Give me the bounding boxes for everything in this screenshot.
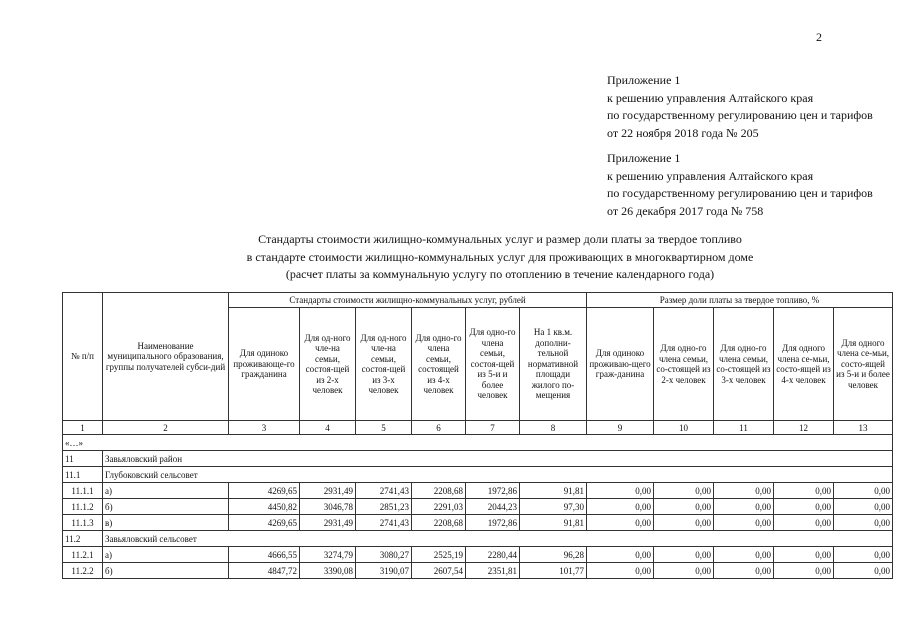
standard-value-cell: 4666,55	[229, 547, 300, 563]
fuel-share-cell: 0,00	[654, 499, 714, 515]
column-number: 2	[103, 421, 229, 435]
standard-value-cell: 3046,78	[300, 499, 356, 515]
fuel-share-cell: 0,00	[714, 563, 774, 579]
fuel-share-cell: 0,00	[774, 499, 834, 515]
column-number: 5	[356, 421, 412, 435]
standard-value-cell: 2208,68	[412, 483, 466, 499]
ellipsis-cell: «…»	[63, 435, 893, 451]
fuel-share-cell: 0,00	[774, 515, 834, 531]
fuel-share-cell: 0,00	[587, 563, 654, 579]
standard-value-cell: 2525,19	[412, 547, 466, 563]
standard-value-cell: 91,81	[520, 515, 587, 531]
fuel-share-cell: 0,00	[834, 515, 893, 531]
fuel-share-cell: 0,00	[587, 499, 654, 515]
fuel-share-cell: 0,00	[587, 515, 654, 531]
standard-value-cell: 4269,65	[229, 483, 300, 499]
fuel-share-cell: 0,00	[774, 483, 834, 499]
header-cell-no: № п/п	[63, 293, 103, 421]
standard-value-cell: 2208,68	[412, 515, 466, 531]
fuel-share-cell: 0,00	[654, 563, 714, 579]
standard-value-cell: 4847,72	[229, 563, 300, 579]
column-number: 13	[834, 421, 893, 435]
header-group-standards: Стандарты стоимости жилищно-коммунальных услуг, рублей	[229, 293, 587, 308]
standard-value-cell: 2931,49	[300, 515, 356, 531]
standard-value-cell: 2291,03	[412, 499, 466, 515]
document-title	[190, 231, 810, 284]
standard-value-cell: 101,77	[520, 563, 587, 579]
appendix-line: по государственному регулированию цен и тарифов	[607, 186, 873, 200]
header-row-groups	[63, 293, 893, 308]
standard-value-cell: 2931,49	[300, 483, 356, 499]
row-number: 11.2.1	[63, 547, 103, 563]
row-label: б)	[103, 563, 229, 579]
appendix-line: от 26 декабря 2017 года № 758	[607, 203, 764, 218]
column-number: 4	[300, 421, 356, 435]
table-row	[63, 547, 893, 563]
table-row	[63, 483, 893, 499]
standard-value-cell: 2280,44	[466, 547, 520, 563]
fuel-share-cell: 0,00	[654, 547, 714, 563]
table-row	[63, 515, 893, 531]
column-number-row	[63, 421, 893, 435]
header-cell-standard: Для одно-го члена семьи, состоящей из 4-х человек	[412, 308, 466, 421]
row-label: б)	[103, 499, 229, 515]
column-number: 6	[412, 421, 466, 435]
page-number: 2	[816, 30, 822, 44]
fuel-share-cell: 0,00	[774, 563, 834, 579]
appendix-line: Приложение 1	[607, 73, 681, 87]
header-cell-fuel: Для одного члена се-мьи, состо-ящей из 4-х человек	[774, 308, 834, 421]
header-cell-fuel: Для одно-го члена семьи, со-стоящей из 3-х человек	[714, 308, 774, 421]
district-name: Завьяловский район	[103, 451, 893, 467]
row-number: 11.1.1	[63, 483, 103, 499]
standard-value-cell: 2741,43	[356, 483, 412, 499]
standard-value-cell: 3190,07	[356, 563, 412, 579]
section-row	[63, 467, 893, 483]
header-cell-standard: На 1 кв.м. дополни-тельной нормативной площади жилого по-мещения	[520, 308, 587, 421]
table-row	[63, 563, 893, 579]
column-number: 1	[63, 421, 103, 435]
fuel-share-cell: 0,00	[654, 515, 714, 531]
fuel-share-cell: 0,00	[834, 499, 893, 515]
header-cell-standard: Для одиноко проживающе-го гражданина	[229, 308, 300, 421]
row-number: 11.1.3	[63, 515, 103, 531]
title-line: (расчет платы за коммунальную услугу по отоплению в течение календарного года)	[285, 267, 715, 281]
header-cell-fuel: Для одиноко проживаю-щего граж-данина	[587, 308, 654, 421]
fuel-share-cell: 0,00	[834, 547, 893, 563]
fuel-share-cell: 0,00	[714, 547, 774, 563]
standard-value-cell: 4269,65	[229, 515, 300, 531]
section-number: 11.1	[63, 467, 103, 483]
table-row	[63, 499, 893, 515]
column-number: 12	[774, 421, 834, 435]
header-cell-name: Наименование муниципального образования, группы получателей субси-дий	[103, 293, 229, 421]
column-number: 10	[654, 421, 714, 435]
standard-value-cell: 3080,27	[356, 547, 412, 563]
row-label: а)	[103, 483, 229, 499]
standards-table	[62, 292, 893, 579]
header-cell-fuel: Для одного члена се-мьи, состо-ящей из 5-и и более человек	[834, 308, 893, 421]
title-line: Стандарты стоимости жилищно-коммунальных услуг и размер доли платы за твердое топливо	[258, 232, 742, 246]
standard-value-cell: 3390,08	[300, 563, 356, 579]
appendix-line: от 22 ноября 2018 года № 205	[607, 125, 759, 140]
section-name: Глубоковский сельсовет	[103, 467, 893, 483]
row-label: в)	[103, 515, 229, 531]
column-number: 8	[520, 421, 587, 435]
section-number: 11.2	[63, 531, 103, 547]
fuel-share-cell: 0,00	[587, 483, 654, 499]
column-number: 3	[229, 421, 300, 435]
fuel-share-cell: 0,00	[654, 483, 714, 499]
row-number: 11.1.2	[63, 499, 103, 515]
district-row	[63, 451, 893, 467]
district-number: 11	[63, 451, 103, 467]
appendix-current	[607, 72, 873, 142]
column-number: 11	[714, 421, 774, 435]
header-cell-fuel: Для одно-го члена семьи, со-стоящей из 2-х человек	[654, 308, 714, 421]
fuel-share-cell: 0,00	[834, 483, 893, 499]
standard-value-cell: 91,81	[520, 483, 587, 499]
fuel-share-cell: 0,00	[714, 483, 774, 499]
column-number: 9	[587, 421, 654, 435]
standard-value-cell: 3274,79	[300, 547, 356, 563]
row-number: 11.2.2	[63, 563, 103, 579]
appendix-line: к решению управления Алтайского края	[607, 168, 814, 183]
appendix-line: Приложение 1	[607, 151, 681, 165]
standard-value-cell: 1972,86	[466, 515, 520, 531]
column-number: 7	[466, 421, 520, 435]
header-group-fuel: Размер доли платы за твердое топливо, %	[587, 293, 893, 308]
standard-value-cell: 2851,23	[356, 499, 412, 515]
standard-value-cell: 97,30	[520, 499, 587, 515]
ellipsis-row	[63, 435, 893, 451]
standard-value-cell: 2044,23	[466, 499, 520, 515]
standard-value-cell: 1972,86	[466, 483, 520, 499]
standard-value-cell: 96,28	[520, 547, 587, 563]
header-cell-standard: Для од-ного чле-на семьи, состоя-щей из 3-х человек	[356, 308, 412, 421]
fuel-share-cell: 0,00	[587, 547, 654, 563]
title-line: в стандарте стоимости жилищно-коммунальных услуг для проживающих в многоквартирном доме	[246, 249, 754, 264]
header-cell-standard: Для одно-го члена семьи, состоя-щей из 5-и и более человек	[466, 308, 520, 421]
standard-value-cell: 2741,43	[356, 515, 412, 531]
header-cell-standard: Для од-ного чле-на семьи, состоя-щей из 2-х человек	[300, 308, 356, 421]
section-row	[63, 531, 893, 547]
row-label: а)	[103, 547, 229, 563]
standard-value-cell: 4450,82	[229, 499, 300, 515]
appendix-previous	[607, 150, 873, 220]
fuel-share-cell: 0,00	[834, 563, 893, 579]
appendix-line: к решению управления Алтайского края	[607, 90, 814, 105]
fuel-share-cell: 0,00	[714, 499, 774, 515]
standard-value-cell: 2351,81	[466, 563, 520, 579]
appendix-line: по государственному регулированию цен и тарифов	[607, 108, 873, 122]
fuel-share-cell: 0,00	[714, 515, 774, 531]
section-name: Завьяловский сельсовет	[103, 531, 893, 547]
fuel-share-cell: 0,00	[774, 547, 834, 563]
standard-value-cell: 2607,54	[412, 563, 466, 579]
